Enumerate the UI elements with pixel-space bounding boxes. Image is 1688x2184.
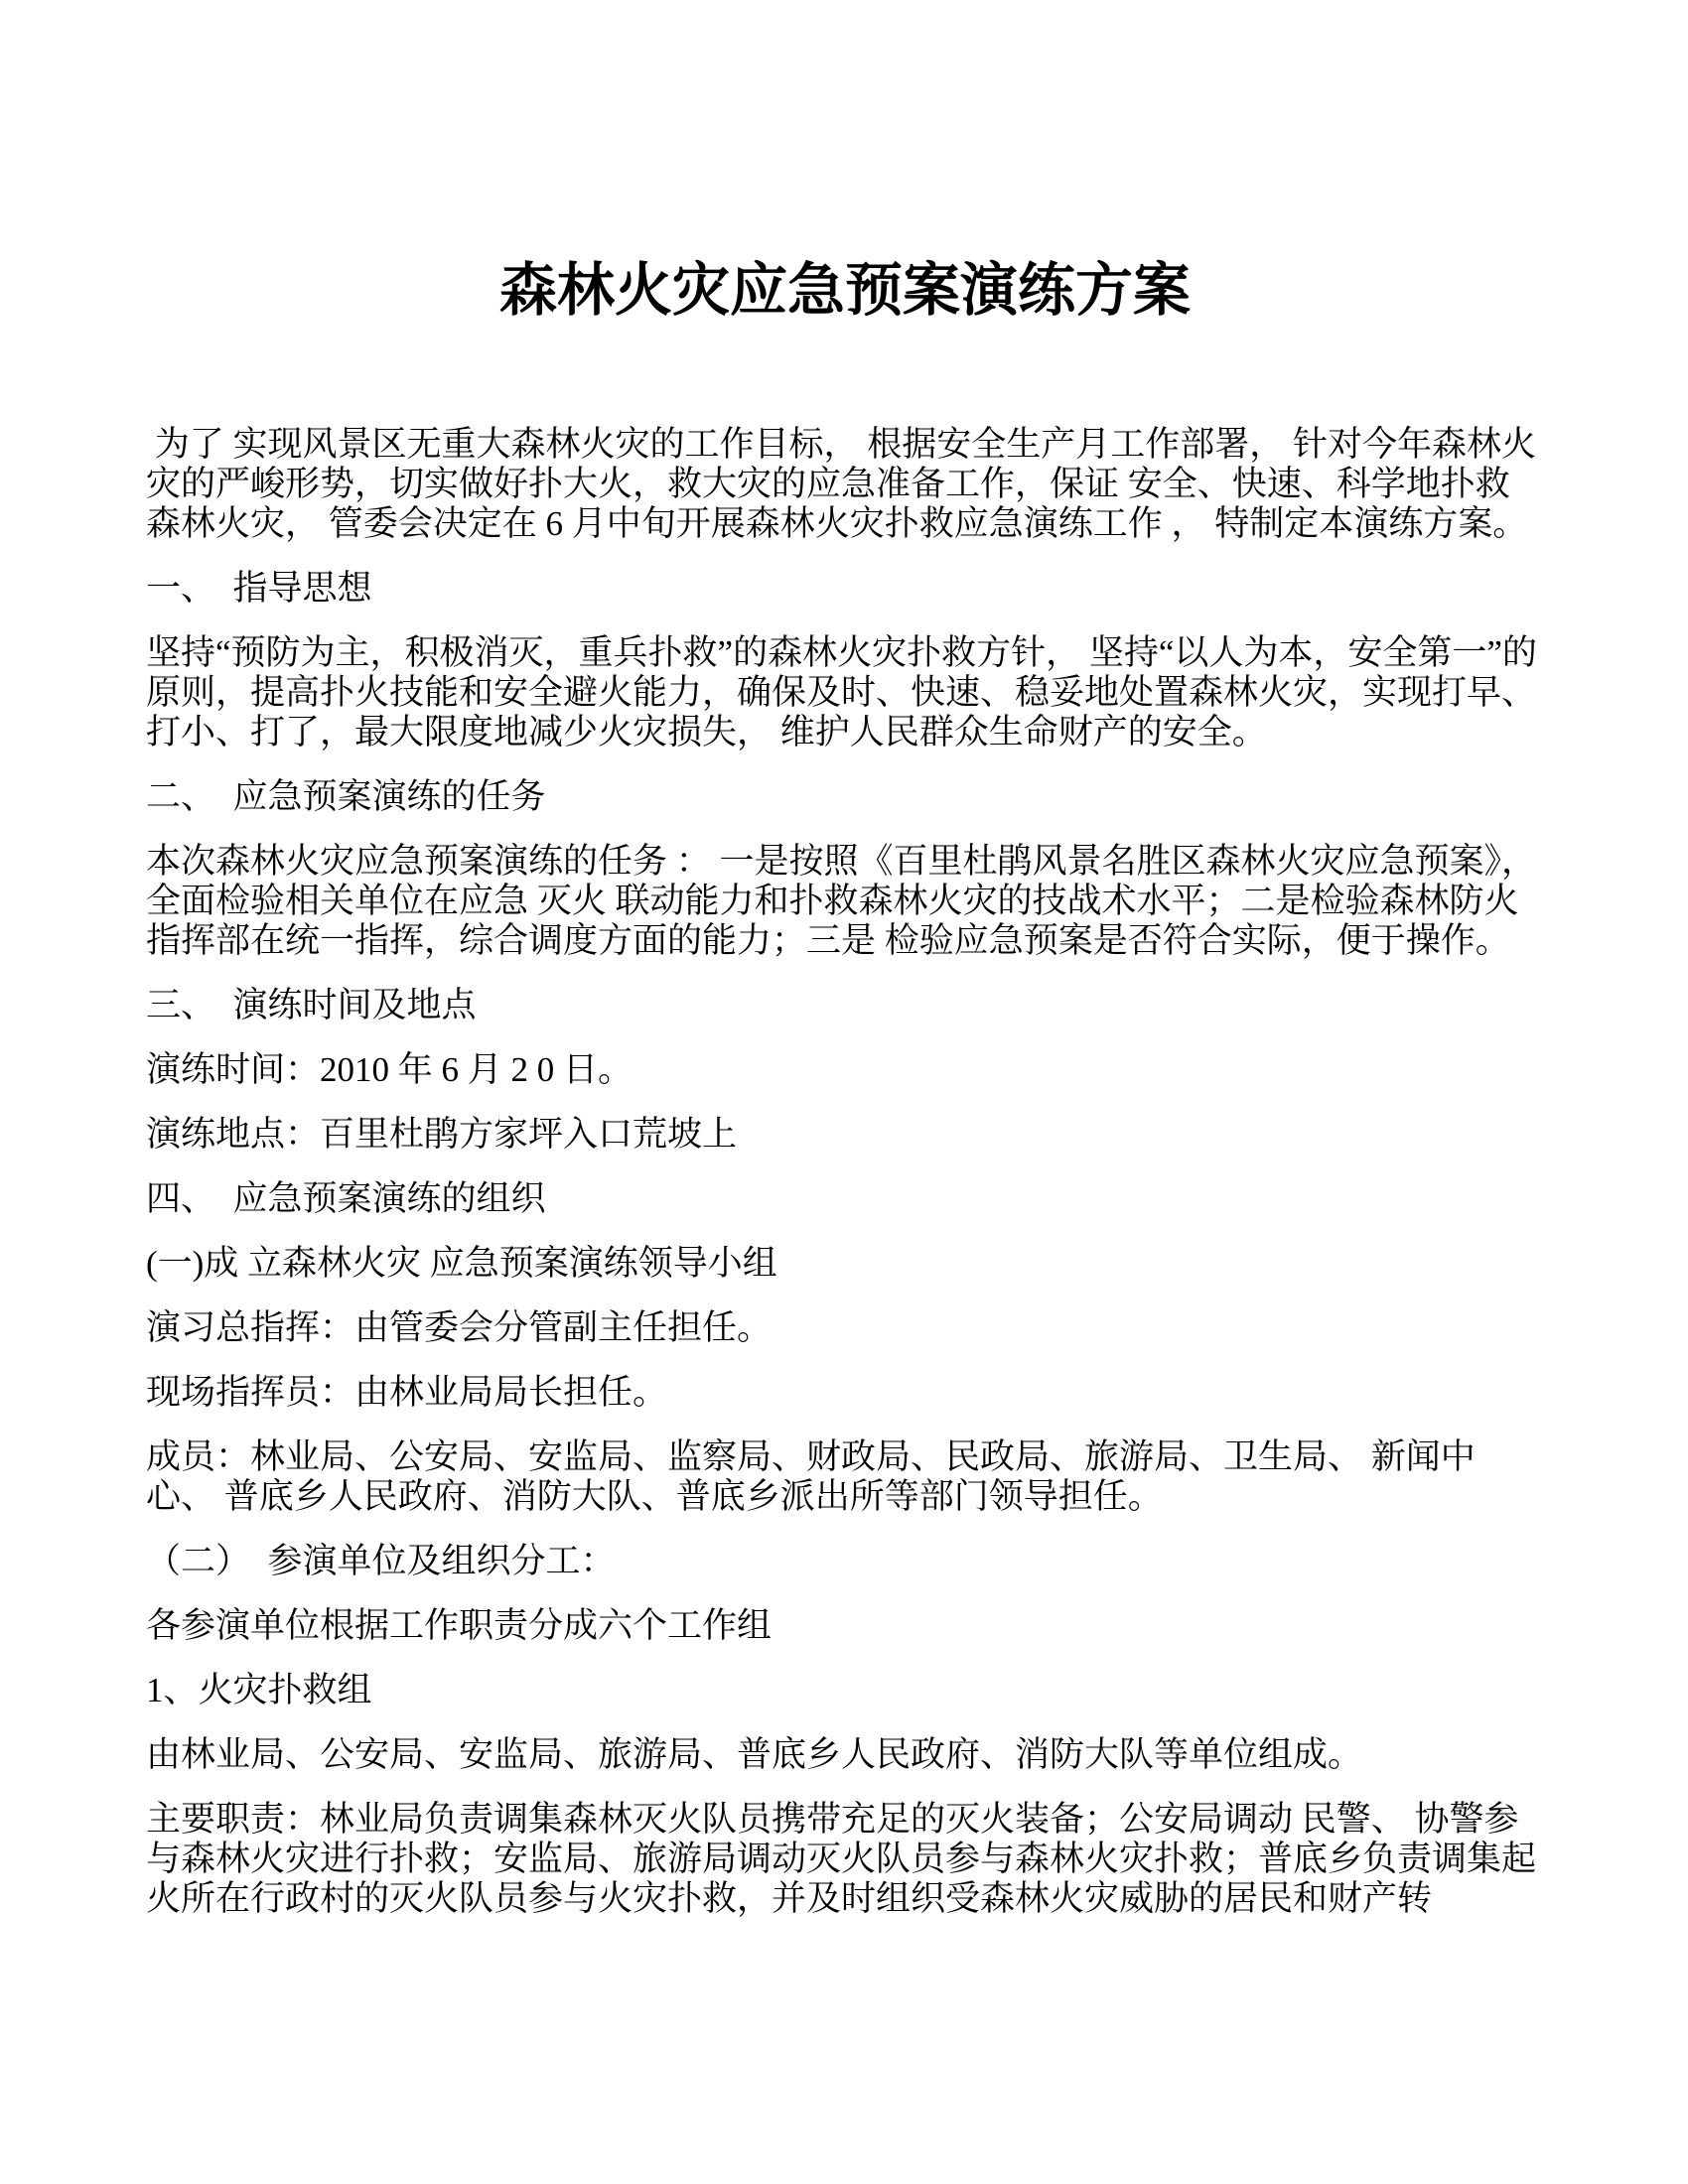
heading-guiding-ideology: 一、 指导思想 xyxy=(146,569,372,608)
heading-drill-tasks: 二、 应急预案演练的任务 xyxy=(146,777,546,816)
paragraph-drill-time: 演练时间：2010 年 6 月 2 0 日。 xyxy=(146,1050,633,1089)
paragraph-drill-location: 演练地点：百里杜鹃方家坪入口荒坡上 xyxy=(146,1115,738,1154)
paragraph-chief-commander: 演习总指挥：由管委会分管副主任担任。 xyxy=(146,1308,773,1347)
paragraph-leading-group: (一)成 立森林火灾 应急预案演练领导小组 xyxy=(146,1244,777,1283)
heading-time-location: 三、 演练时间及地点 xyxy=(146,986,477,1024)
paragraph-members: 成员：林业局、公安局、安监局、监察局、财政局、民政局、旅游局、卫生局、 新闻中心、 普底乡人民政府、消防大队、普底乡派出所等部门领导担任。 xyxy=(146,1437,1476,1516)
heading-organization: 四、 应急预案演练的组织 xyxy=(146,1179,546,1218)
paragraph-drill-tasks: 本次森林火灾应急预案演练的任务 ： 一是按照《百里杜鹃风景名胜区森林火灾应急预案》， 全面检验相关单位在应急 灭火 联动能力和扑救森林火灾的技战术水平；二是检验森林防火指挥部在统一指挥，综合调度方面的能力；三是 检验应急预案是否符合实际，便于操作。 xyxy=(146,842,1545,960)
paragraph-site-commander: 现场指挥员：由林业局局长担任。 xyxy=(146,1373,668,1412)
paragraph-group1-title: 1、火灾扑救组 xyxy=(146,1671,372,1709)
paragraph-six-groups: 各参演单位根据工作职责分成六个工作组 xyxy=(146,1606,773,1645)
paragraph-participating-units-heading: （二） 参演单位及组织分工： xyxy=(146,1542,616,1580)
paragraph-group1-members: 由林业局、公安局、安监局、旅游局、普底乡人民政府、消防大队等单位组成。 xyxy=(146,1735,1363,1774)
paragraph-group1-duties: 主要职责：林业局负责调集森林灭火队员携带充足的灭火装备；公安局调动 民警、 协警参与森林火灾进行扑救；安监局、旅游局调动灭火队员参与森林火灾扑救；普底乡负责调集起火所在行政村的灭火队员参与火灾扑救，并及时组织受森林火灾威胁的居民和财产转 xyxy=(146,1800,1537,1918)
paragraph-guiding-ideology: 坚持“预防为主，积极消灭，重兵扑救”的森林火灾扑救方针， 坚持“以人为本，安全第一”的原则，提高扑火技能和安全避火能力，确保及时、快速、稳妥地处置森林火灾，实现打早、打小、打了，最大限度地减少火灾损失， 维护人民群众生命财产的安全。 xyxy=(146,633,1537,751)
document-title: 森林火灾应急预案演练方案 xyxy=(498,258,1191,323)
paragraph-intro: 为了 实现风景区无重大森林火灾的工作目标， 根据安全生产月工作部署， 针对今年森林火灾的严峻形势，切实做好扑大火，救大灾的应急准备工作，保证 安全、快速、科学地扑救森林火灾， 管委会决定在 6 月中旬开展森林火灾扑救应急演练工作 ， 特制定本演练方案。 xyxy=(146,425,1537,543)
